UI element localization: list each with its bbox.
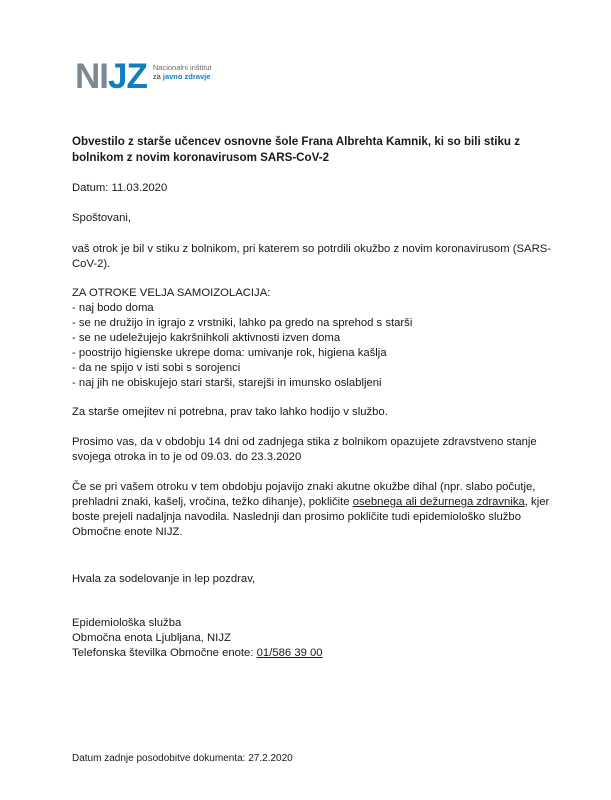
symptoms-note bbox=[72, 480, 552, 540]
rule-item: - naj bodo doma bbox=[72, 301, 552, 316]
doctor-link: osebnega ali dežurnega zdravnika bbox=[352, 496, 525, 508]
logo-text-highlight: javno zdravje bbox=[162, 72, 211, 81]
document-footer: Datum zadnje posodobitve dokumenta: 27.2.2020 bbox=[72, 753, 293, 764]
logo-mark-right: JZ bbox=[108, 57, 147, 96]
signature-phone-line bbox=[72, 646, 552, 661]
symptoms-text-a: Če se pri vašem otroku v tem obdobju pojavijo znaki akutne okužbe dihal (npr. slabo počutje, prehladni znaki, kašelj, vročina, težko dihanje), pokličite bbox=[72, 481, 536, 508]
symptoms-text-b: , kjer boste prejeli nadaljnja navodila. Naslednji dan prosimo pokličite tudi epidemiološko službo Območne enote NIJZ. bbox=[72, 496, 550, 538]
logo-mark-left: NI bbox=[75, 57, 108, 96]
rule-item: - naj jih ne obiskujejo stari starši, starejši in imunsko oslabljeni bbox=[72, 376, 552, 391]
rule-item: - poostrijo higienske ukrepe doma: umivanje rok, higiena kašlja bbox=[72, 346, 552, 361]
closing-line: Hvala za sodelovanje in lep pozdrav, bbox=[72, 573, 256, 585]
signature-line2: Območna enota Ljubljana, NIJZ bbox=[72, 632, 231, 644]
intro-paragraph: vaš otrok je bil v stiku z bolnikom, pri katerem so potrdili okužbo z novim koronavirusom (SARS-CoV-2). bbox=[72, 243, 552, 270]
rule-item: - se ne udeležujejo kakršnihkoli aktivnosti izven doma bbox=[72, 331, 552, 346]
document-date: Datum: 11.03.2020 bbox=[72, 182, 168, 194]
phone-label: Telefonska številka Območne enote: bbox=[72, 647, 257, 659]
logo-mark bbox=[75, 57, 147, 97]
logo-text-line2 bbox=[153, 72, 212, 81]
parents-note: Za starše omejitev ni potrebna, prav tako lahko hodijo v službo. bbox=[72, 406, 388, 418]
logo-text bbox=[153, 63, 212, 81]
phone-number: 01/586 39 00 bbox=[256, 647, 323, 659]
rules-list bbox=[72, 301, 552, 391]
rule-item: - da ne spijo v isti sobi s sorojenci bbox=[72, 361, 552, 376]
rules-heading: ZA OTROKE VELJA SAMOIZOLACIJA: bbox=[72, 287, 271, 299]
nijz-logo bbox=[75, 57, 212, 97]
greeting: Spoštovani, bbox=[72, 212, 132, 224]
monitoring-note: Prosimo vas, da v obdobju 14 dni od zadnjega stika z bolnikom opazujete zdravstveno stanje svojega otroka in to je od 09.03. do 23.3.2020 bbox=[72, 436, 537, 463]
logo-text-line1: Nacionalni inštitut bbox=[152, 63, 212, 72]
signature-block bbox=[72, 616, 552, 661]
rule-item: - se ne družijo in igrajo z vrstniki, lahko pa gredo na sprehod s starši bbox=[72, 316, 552, 331]
document-title: Obvestilo z starše učencev osnovne šole Frana Albrehta Kamnik, ki so bili stiku z bolnikom z novim koronavirusom SARS-CoV-2 bbox=[72, 135, 521, 164]
rules-section bbox=[72, 286, 552, 391]
logo-text-prefix: za bbox=[152, 72, 163, 81]
signature-line1: Epidemiološka služba bbox=[72, 617, 182, 629]
